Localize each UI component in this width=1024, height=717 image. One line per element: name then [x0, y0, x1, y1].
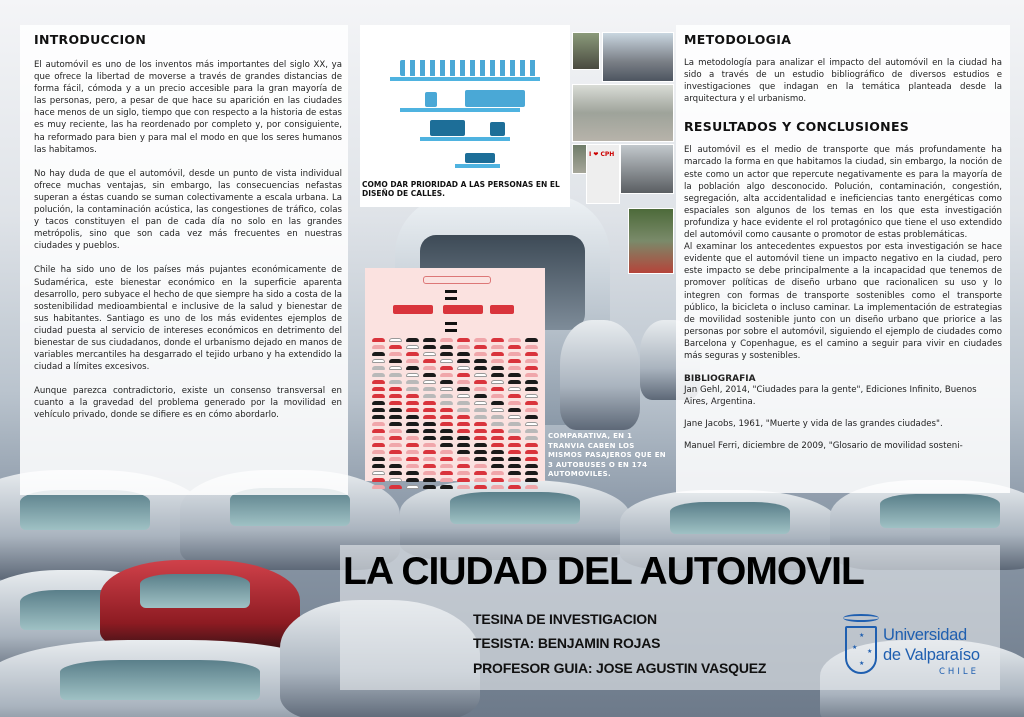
car-icon — [508, 401, 521, 405]
street-photo — [572, 32, 600, 70]
car-icon — [525, 387, 538, 391]
car-icon — [423, 457, 436, 461]
tram-icon — [423, 276, 491, 284]
car-icon — [372, 366, 385, 370]
car-icon — [372, 345, 385, 349]
introduccion-heading: INTRODUCCION — [34, 32, 147, 47]
car-icon — [508, 471, 521, 475]
car-icon — [423, 380, 436, 384]
car-icon — [423, 387, 436, 391]
car-icon — [525, 478, 538, 482]
car-icon — [389, 478, 402, 482]
car-icon — [440, 401, 453, 405]
bibliography-entry: Jan Gehl, 2014, "Ciudades para la gente", Ediciones Infinito, Buenos Aires, Argentina. — [684, 385, 977, 408]
car-icon — [372, 394, 385, 398]
car-icon — [491, 338, 504, 342]
car-icon — [406, 422, 419, 426]
car-icon — [423, 359, 436, 363]
car-icon — [372, 352, 385, 356]
car-icon — [508, 485, 521, 489]
car-icon — [525, 380, 538, 384]
car-icon — [491, 366, 504, 370]
car-icon — [423, 450, 436, 454]
car-icon — [457, 387, 470, 391]
street-photo — [572, 84, 674, 142]
car-icon — [508, 450, 521, 454]
introduccion-section — [34, 32, 342, 434]
car-icon — [423, 471, 436, 475]
car-icon — [508, 373, 521, 377]
car-icon — [440, 373, 453, 377]
car-icon — [474, 408, 487, 412]
shield-icon: ★ ★ ★ ★ — [845, 626, 877, 674]
car-icon — [389, 394, 402, 398]
car-icon — [457, 422, 470, 426]
car-icon — [389, 422, 402, 426]
car-icon — [508, 422, 521, 426]
car-icon — [389, 436, 402, 440]
car-icon — [406, 457, 419, 461]
resultados-paragraph: Al examinar los antecedentes expuestos por esta investigación se hace evidente que el automóvil tiene un impacto negativo en la ciudad, pero este impacto se debe principalmente a la incapacidad que tenemos de promover políticas de diseño urbano que racionalicen su uso y lo integren con formas de transporte sostenibles como el transporte público, la bicicleta o incluso caminar. La implementación de estrategias de movilidad sostenible junto con un diseño urbano que priorice a las personas por sobre el automóvil, siguiendo el ejemplo de ciudades como Barcelona y Copenhague, es el camino a seguir para vivir en ciudades más seguras y sostenibles. — [684, 242, 1002, 361]
car-icon — [423, 401, 436, 405]
car-icon — [406, 471, 419, 475]
car-icon — [491, 394, 504, 398]
car-icon — [508, 366, 521, 370]
car-icon — [372, 478, 385, 482]
car-icon — [508, 478, 521, 482]
car-icon — [508, 338, 521, 342]
car-icon — [406, 366, 419, 370]
car-icon — [474, 464, 487, 468]
car-icon — [525, 408, 538, 412]
car-icon — [440, 387, 453, 391]
car-icon — [423, 366, 436, 370]
car-icon — [457, 366, 470, 370]
car-icon — [491, 443, 504, 447]
car-icon — [389, 415, 402, 419]
car-icon — [372, 387, 385, 391]
car-icon — [423, 352, 436, 356]
car-icon — [457, 471, 470, 475]
car-icon — [525, 394, 538, 398]
car-icon — [372, 471, 385, 475]
bibliografia-heading: BIBLIOGRAFIA — [684, 374, 756, 385]
car-icon — [372, 450, 385, 454]
car-icon — [474, 387, 487, 391]
car-icon — [389, 352, 402, 356]
car-icon — [457, 478, 470, 482]
intro-paragraph: No hay duda de que el automóvil, desde un punto de vista individual ofrece muchas ventajas, sin embargo, las consecuencias nefastas superan a éstas cuando se suman colectivamente a escala urbana. La polución, la contaminación acústica, las congestiones de tráfico, colas y tacos constituyen el pan de cada día no solo en las grandes metrópolis, sino que son cada vez más frecuentes en nuestras ciudades y pueblos. — [34, 168, 342, 252]
car-icon — [440, 422, 453, 426]
car-icon — [372, 359, 385, 363]
car-icon — [406, 485, 419, 489]
car-icon — [474, 359, 487, 363]
car-icon — [525, 485, 538, 489]
car-icon — [389, 443, 402, 447]
car-icon — [491, 408, 504, 412]
car-icon — [508, 394, 521, 398]
car-icon — [508, 380, 521, 384]
poster-title: LA CIUDAD DEL AUTOMOVIL — [343, 550, 864, 593]
car-icon — [457, 464, 470, 468]
equals-icon — [445, 290, 457, 300]
bibliography-entry: Manuel Ferri, diciembre de 2009, "Glosario de movilidad sosteni- — [684, 441, 963, 452]
car-icon — [372, 464, 385, 468]
car-icon — [423, 464, 436, 468]
car-icon — [474, 485, 487, 489]
car-icon — [508, 352, 521, 356]
bus-icon — [490, 305, 514, 314]
car-icon — [389, 450, 402, 454]
car-icon — [474, 450, 487, 454]
car-icon — [525, 345, 538, 349]
bus-icon — [443, 305, 483, 314]
car-icon — [508, 359, 521, 363]
car-icon — [423, 422, 436, 426]
car-icon — [457, 450, 470, 454]
car-icon — [423, 429, 436, 433]
car-icon — [440, 471, 453, 475]
car-icon — [457, 436, 470, 440]
car-icon — [525, 471, 538, 475]
car-icon — [389, 366, 402, 370]
car-icon — [406, 415, 419, 419]
car-icon — [491, 373, 504, 377]
thesis-type: TESINA DE INVESTIGACION — [473, 611, 657, 627]
car-icon — [440, 394, 453, 398]
car-icon — [440, 345, 453, 349]
car-icon — [491, 380, 504, 384]
car-icon — [389, 359, 402, 363]
wings-icon — [843, 614, 879, 622]
car-icon — [525, 352, 538, 356]
car-icon — [440, 359, 453, 363]
car-icon — [406, 450, 419, 454]
car-icon — [508, 436, 521, 440]
car-icon — [372, 485, 385, 489]
car-icon — [406, 464, 419, 468]
car-icon — [389, 408, 402, 412]
car-icon — [491, 345, 504, 349]
car-icon — [372, 422, 385, 426]
car-icon — [508, 464, 521, 468]
car-icon — [474, 338, 487, 342]
car-icon — [406, 436, 419, 440]
car-icon — [508, 457, 521, 461]
car-icon — [423, 338, 436, 342]
cyclist-photo — [620, 144, 674, 194]
car-icon — [423, 373, 436, 377]
car-icon — [457, 359, 470, 363]
logo-line1: Universidad — [883, 626, 967, 644]
resultados-paragraph: El automóvil es el medio de transporte que más profundamente ha marcado la forma en que habitamos la ciudad, sin embargo, la noción de este como un actor que repercute negativamente es para la mayoría de la población algo desconocido. Polución, contaminación, congestión, segregación, alta accidentalidad e ineficiencias tanto energéticas como espaciales son algunos de los temas en los que esta investigación profundiza y hace evidente el rol protagónico que tiene el uso extendido del automóvil como causante o promotor de estas problemáticas. — [684, 145, 1002, 241]
car-icon — [389, 380, 402, 384]
car-icon — [457, 352, 470, 356]
car-icon — [525, 366, 538, 370]
car-icon — [474, 478, 487, 482]
car-icon — [474, 471, 487, 475]
car-icon — [525, 422, 538, 426]
car-icon — [406, 345, 419, 349]
car-icon — [389, 464, 402, 468]
car-icon — [406, 401, 419, 405]
car-icon — [474, 415, 487, 419]
car-icon — [491, 471, 504, 475]
car-icon — [525, 464, 538, 468]
car-icon — [372, 373, 385, 377]
car-icon — [406, 359, 419, 363]
car-icon — [406, 408, 419, 412]
car-icon — [525, 450, 538, 454]
car-icon — [491, 387, 504, 391]
car-icon — [525, 457, 538, 461]
car-icon — [423, 478, 436, 482]
car-icon — [406, 338, 419, 342]
car-icon — [491, 429, 504, 433]
car-icon — [440, 338, 453, 342]
car-icon — [389, 345, 402, 349]
car-icon — [406, 352, 419, 356]
car-icon — [491, 436, 504, 440]
car-icon — [525, 373, 538, 377]
car-icon — [525, 359, 538, 363]
intro-paragraph: El automóvil es uno de los inventos más importantes del siglo XX, ya que ofrece la libertad de moverse a través de grandes distancias de forma fácil, cómoda y a un precio accesible para la gran mayoría de las personas, pero, a pesar de que hace su aparición en las ciudades hace menos de un siglo, tiempo que con respecto a la historia de estas es muy reciente, las ha reordenado por completo y, por consiguiente, ha reformado para bien y para mal el modo en que los seres humanos las habitamos. — [34, 60, 342, 155]
car-icon — [491, 457, 504, 461]
car-icon — [423, 415, 436, 419]
car-icon — [508, 387, 521, 391]
bus-icon — [393, 305, 433, 314]
car-icon — [457, 380, 470, 384]
universidad-valparaiso-logo — [843, 612, 993, 687]
car-icon — [457, 401, 470, 405]
car-icon — [474, 429, 487, 433]
car-icon — [457, 394, 470, 398]
car-icon — [525, 338, 538, 342]
thesis-advisor: PROFESOR GUIA: JOSE AGUSTIN VASQUEZ — [473, 660, 767, 676]
car-icon — [389, 429, 402, 433]
car-icon — [440, 429, 453, 433]
car-icon — [474, 436, 487, 440]
car-icon — [423, 394, 436, 398]
car-icon — [491, 352, 504, 356]
resultados-heading: RESULTADOS Y CONCLUSIONES — [684, 119, 910, 135]
car-icon — [372, 429, 385, 433]
car-icon — [457, 345, 470, 349]
car-icon — [406, 394, 419, 398]
logo-line3: CHILE — [939, 667, 979, 677]
car-icon — [372, 408, 385, 412]
cph-sign-photo: I ❤ CPH — [586, 144, 620, 204]
car-icon — [423, 485, 436, 489]
car-icon — [474, 401, 487, 405]
car-icon — [474, 352, 487, 356]
car-icon — [525, 443, 538, 447]
car-icon — [457, 429, 470, 433]
car-icon — [474, 345, 487, 349]
car-icon — [406, 387, 419, 391]
transport-comparison-chart — [365, 268, 545, 481]
equals-icon — [445, 322, 457, 332]
car-icon — [423, 345, 436, 349]
car-icon — [372, 415, 385, 419]
logo-line2: de Valparaíso — [883, 646, 980, 664]
metodologia-heading: METODOLOGIA — [684, 32, 792, 47]
car-icon — [440, 436, 453, 440]
car-icon — [440, 415, 453, 419]
car-icon — [525, 415, 538, 419]
car-icon — [474, 457, 487, 461]
car-icon — [508, 415, 521, 419]
car-icon — [525, 429, 538, 433]
car-icon — [457, 457, 470, 461]
car-icon — [423, 443, 436, 447]
car-icon — [474, 422, 487, 426]
car-icon — [406, 429, 419, 433]
car-icon — [457, 338, 470, 342]
car-icon — [474, 443, 487, 447]
car-icon — [440, 408, 453, 412]
car-icon — [389, 338, 402, 342]
car-icon — [406, 443, 419, 447]
metodologia-text: La metodología para analizar el impacto del automóvil en la ciudad ha sido a través de un estudio bibliográfico de diversos estudios e investigaciones que indagan en la temática planteada desde la arquitectura y el urbanismo. — [684, 58, 1002, 105]
car-icon — [440, 380, 453, 384]
car-icon — [457, 415, 470, 419]
car-icon — [474, 366, 487, 370]
car-icon — [491, 485, 504, 489]
car-icon — [440, 457, 453, 461]
car-icon — [389, 457, 402, 461]
car-icon — [457, 408, 470, 412]
car-icon — [440, 450, 453, 454]
car-icon — [525, 401, 538, 405]
car-icon — [474, 373, 487, 377]
cyclist-photo — [628, 208, 674, 274]
car-icon — [389, 471, 402, 475]
car-icon — [508, 429, 521, 433]
car-icon — [406, 380, 419, 384]
car-icon — [440, 464, 453, 468]
car-icon — [508, 408, 521, 412]
comparison-caption: COMPARATIVA, EN 1 TRANVIA CABEN LOS MISMOS PASAJEROS QUE EN 3 AUTOBUSES O EN 174 AUTOMOVILES. — [548, 432, 666, 478]
car-icon — [389, 387, 402, 391]
car-icon — [474, 394, 487, 398]
bibliography-entry: Jane Jacobs, 1961, "Muerte y vida de las grandes ciudades". — [684, 419, 943, 430]
car-icon — [423, 408, 436, 412]
car-grid — [372, 338, 538, 489]
car-icon — [525, 436, 538, 440]
right-column — [684, 32, 1002, 462]
car-icon — [491, 464, 504, 468]
car-icon — [389, 401, 402, 405]
car-icon — [491, 415, 504, 419]
car-icon — [389, 485, 402, 489]
car-icon — [457, 373, 470, 377]
car-icon — [406, 373, 419, 377]
car-icon — [440, 366, 453, 370]
car-icon — [440, 478, 453, 482]
car-icon — [372, 457, 385, 461]
car-icon — [423, 436, 436, 440]
car-icon — [474, 380, 487, 384]
car-icon — [372, 338, 385, 342]
car-icon — [440, 443, 453, 447]
intro-paragraph: Aunque parezca contradictorio, existe un consenso transversal en cuanto a la gravedad del problema generado por la movilidad en vehículo privado, donde se difiere es en cómo abordarlo. — [34, 386, 342, 421]
car-icon — [372, 443, 385, 447]
street-infographic-caption: COMO DAR PRIORIDAD A LAS PERSONAS EN EL DISEÑO DE CALLES. — [362, 180, 560, 198]
car-icon — [491, 401, 504, 405]
car-icon — [457, 443, 470, 447]
car-icon — [372, 380, 385, 384]
car-icon — [491, 478, 504, 482]
thesis-author: TESISTA: BENJAMIN ROJAS — [473, 635, 661, 651]
car-icon — [491, 422, 504, 426]
street-photo — [602, 32, 674, 82]
car-icon — [372, 436, 385, 440]
car-icon — [440, 352, 453, 356]
car-icon — [491, 359, 504, 363]
car-icon — [457, 485, 470, 489]
car-icon — [372, 401, 385, 405]
intro-paragraph: Chile ha sido uno de los países más pujantes económicamente de Sudamérica, este bienestar económico en la superficie aparenta desarrollo, pero subyace el hecho de que siempre ha sido a costa de la sostenibilidad medioambiental e inclusive de la salud y bienestar de sus habitantes. Santiago es uno de los más evidentes ejemplos de ciudad puesta al servicio de intereses económicos en detrimento del bienestar de sus ciudadanos, donde el urbanismo dejado en manos de variables mercantiles ha desgarrado el tejido urbano y ha extendido la ciudad a límites excesivos. — [34, 265, 342, 373]
car-icon — [389, 373, 402, 377]
car-icon — [406, 478, 419, 482]
car-icon — [440, 485, 453, 489]
car-icon — [508, 443, 521, 447]
car-icon — [508, 345, 521, 349]
car-icon — [491, 450, 504, 454]
street-priority-infographic — [370, 50, 560, 180]
